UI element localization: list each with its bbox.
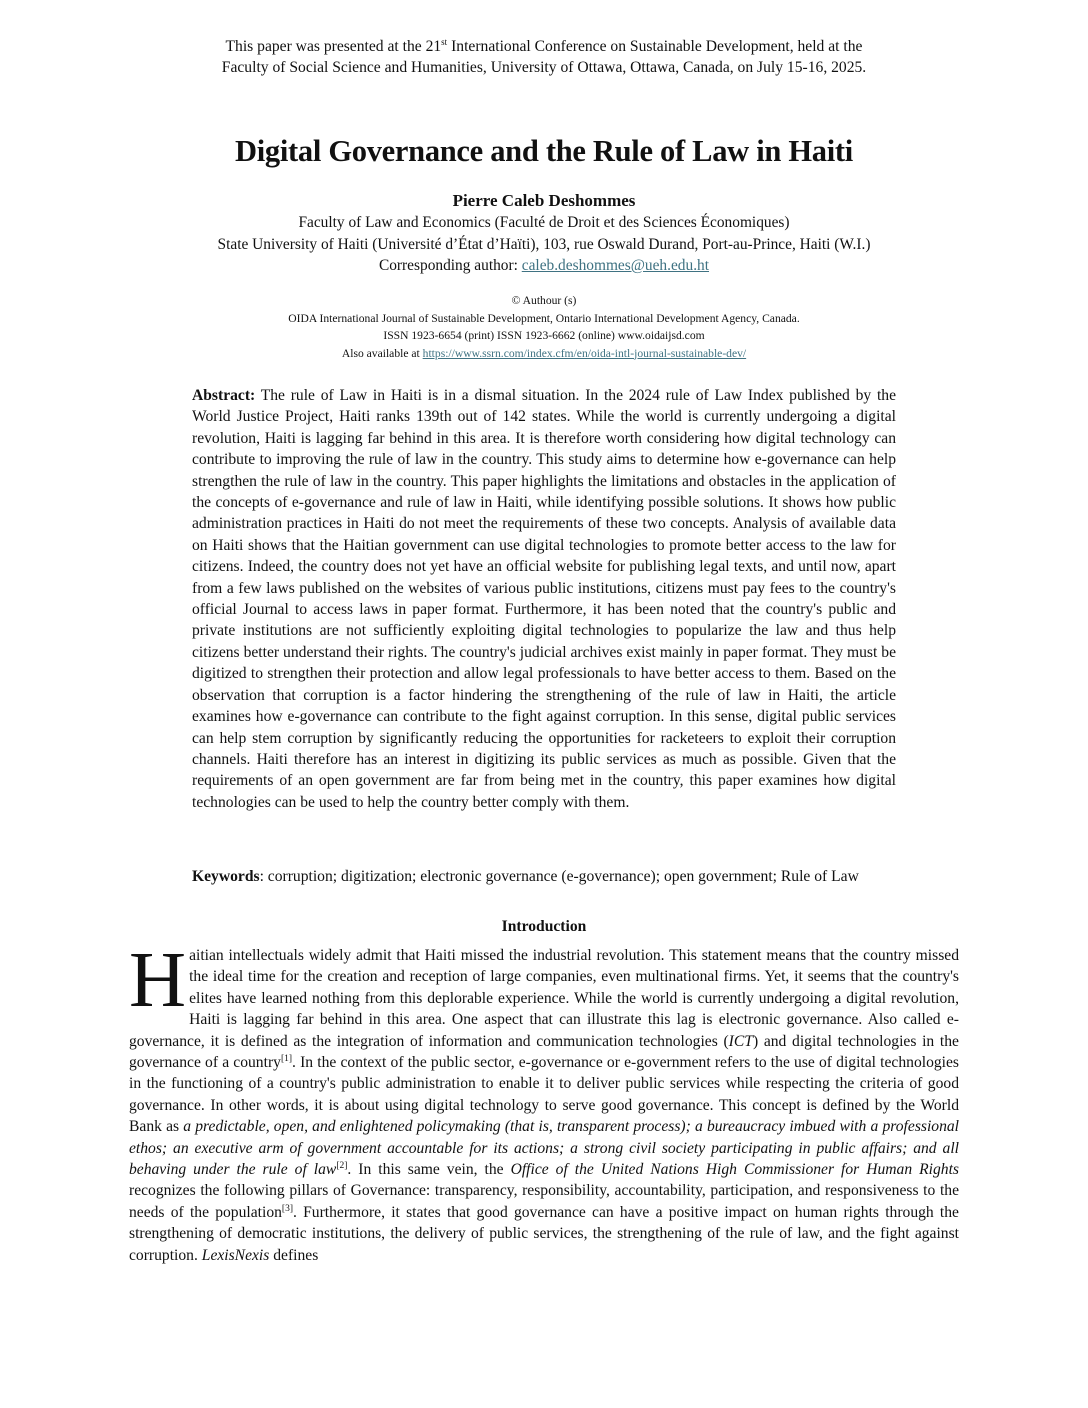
intro-text: recognizes the following pillars of Governance: transparency, responsibility, accountability, participation, and responsiveness to the needs of the population <box>129 1182 959 1221</box>
conference-note-line-2: Faculty of Social Science and Humanities, University of Ottawa, Ottawa, Canada, on July 15-16, 2025. <box>221 59 867 76</box>
ohchr-name: Office of the United Nations High Commissioner for Human Rights <box>510 1161 959 1179</box>
ict-abbrev: ICT <box>728 1032 753 1050</box>
conference-note <box>100 36 988 78</box>
intro-text: . In the context of the public sector, e-governance or e-government refers to the use of digital technologies in the functioning of a country's public administration to enable it to deliver public services while respecting the criteria of good governance. In other words, it is about using digital technology to serve good governance. This concept is defined by the World Bank as <box>129 1054 959 1136</box>
ordinal-superscript: st <box>441 37 448 47</box>
conference-note-line-1 <box>100 36 988 57</box>
author-email-link[interactable]: caleb.deshommes@ueh.edu.ht <box>521 257 710 274</box>
drop-cap: H <box>129 937 187 1024</box>
world-bank-quote: a predictable, open, and enlightened policymaking (that is, transparent process); a bureaucracy imbued with a professional ethos; an executive arm of government accountable for its actions; a strong civil society participating in public affairs; and all behaving under the rule of law <box>129 1118 960 1179</box>
availability-line <box>100 345 988 363</box>
abstract <box>192 385 896 813</box>
journal-name: OIDA International Journal of Sustainable Development, Ontario International Development Agency, Canada. <box>288 311 800 325</box>
corresponding-author <box>60 255 1028 277</box>
citation-ref-2[interactable]: [2] <box>336 1161 348 1172</box>
affiliation-university: State University of Haiti (Université d’État d’Haïti), 103, rue Oswald Durand, Port-au-Prince, Haiti (W.I.) <box>217 235 871 253</box>
intro-text: aitian intellectuals widely admit that Haiti missed the industrial revolution. This statement means that the country missed the ideal time for the creation and reception of large companies, even multinational firms. Yet, it seems that the country's elites have learned nothing from this deplorable experience. While the world is currently undergoing a digital revolution, Haiti is lagging far behind in this area. One aspect that can illustrate this lag is electronic governance. Also called e-governance, it is defined as the integration of information and communication technologies ( <box>129 947 959 1050</box>
abstract-label: Abstract: <box>192 387 256 404</box>
introduction-heading: Introduction <box>501 918 587 935</box>
abstract-text: The rule of Law in Haiti is in a dismal situation. In the 2024 rule of Law Index published by the World Justice Project, Haiti ranks 139th out of 142 states. While the world is currently undergoing a digital revolution, Haiti is lagging far behind in this area. It is therefore worth considering how digital technology can contribute to improving the rule of law in the country. This study aims to determine how e-governance can help strengthen the rule of law in the country. This paper highlights the limitations and obstacles in the application of the concepts of e-governance and rule of law in Haiti, while identifying possible solutions. It shows how public administration practices in Haiti do not meet the requirements of these two concepts. Analysis of available data on Haiti shows that the Haitian government can use digital technologies to promote better access to the law for citizens. Indeed, the country does not yet have an official website for publishing legal texts, and until now, apart from a few laws published on the websites of various public institutions, citizens must pay fees to the country's official Journal to access laws in paper format. Furthermore, it has been noted that the country's public and private institutions are not sufficiently exploiting digital technologies to popularize the law and thus help citizens better understand their rights. The country's judicial archives exist mainly in paper format. They must be digitized to strengthen their protection and allow legal professionals to have better access to them. Based on the observation that corruption is a factor hindering the strengthening of the rule of law in Haiti, the article examines how e-governance can contribute to the fight against corruption. In this sense, digital public services can help stem corruption by significantly reducing the opportunities for racketeers to exploit their corruption channels. Haiti therefore has an interest in digitizing its public services as much as possible. Given that the requirements of an open government are far from being met in the country, this paper examines how digital technologies can be used to help the country better comply with them. <box>192 387 896 811</box>
also-available-label: Also available at <box>341 346 423 360</box>
keywords-label: Keywords <box>192 868 260 885</box>
introduction-paragraph <box>129 937 960 1266</box>
note-text: This paper was presented at the 21 <box>225 38 442 55</box>
intro-text: defines <box>269 1246 319 1264</box>
paper-title: Digital Governance and the Rule of Law in Haiti <box>235 134 853 168</box>
journal-info <box>100 292 988 362</box>
note-text: International Conference on Sustainable Development, held at the <box>447 38 863 55</box>
keywords-text: : corruption; digitization; electronic governance (e-governance); open government; Rule of Law <box>259 868 859 885</box>
intro-text: . In this same vein, the <box>347 1161 511 1179</box>
author-name: Pierre Caleb Deshommes <box>452 191 636 210</box>
intro-text: ) and digital technologies in the governance of a country <box>129 1032 959 1072</box>
intro-text: . Furthermore, it states that good governance can have a positive impact on human rights through the strengthening of democratic institutions, the delivery of public services, the strengthening of the rule of law, and the fight against corruption. <box>129 1203 959 1264</box>
citation-ref-3[interactable]: [3] <box>281 1203 293 1214</box>
author-affiliation <box>60 212 1028 277</box>
affiliation-faculty: Faculty of Law and Economics (Faculté de Droit et des Sciences Économiques) <box>298 214 790 231</box>
journal-issn: ISSN 1923-6654 (print) ISSN 1923-6662 (online) www.oidaijsd.com <box>383 329 705 342</box>
corresponding-label: Corresponding author: <box>378 257 522 274</box>
copyright-line: © Authour (s) <box>511 294 577 307</box>
ssrn-link[interactable]: https://www.ssrn.com/index.cfm/en/oida-intl-journal-sustainable-dev/ <box>422 346 747 360</box>
keywords <box>192 866 896 887</box>
citation-ref-1[interactable]: [1] <box>280 1054 293 1065</box>
lexisnexis-name: LexisNexis <box>201 1246 270 1264</box>
